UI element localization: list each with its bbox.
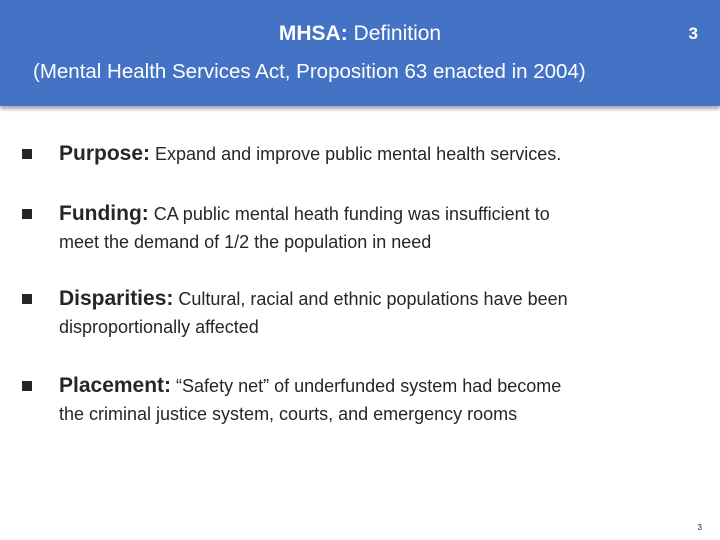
bullet-line	[59, 286, 568, 312]
footer-page-number: 3	[697, 523, 702, 532]
bullet-line	[59, 373, 561, 399]
bullet-continuation: meet the demand of 1/2 the population in need	[59, 232, 432, 252]
bullet-line	[59, 201, 550, 227]
slide-header	[0, 0, 720, 106]
square-bullet-icon	[22, 294, 32, 304]
slide-title	[0, 20, 720, 48]
bullet-continuation: the criminal justice system, courts, and emergency rooms	[59, 404, 518, 424]
bullet-heading: Disparities:	[59, 287, 174, 310]
slide-subtitle: (Mental Health Services Act, Proposition 63 enacted in 2004)	[33, 60, 586, 83]
bullet-line	[59, 141, 561, 167]
bullet-heading: Funding:	[59, 202, 149, 225]
bullet-text: Cultural, racial and ethnic populations have been	[173, 289, 568, 309]
bullet-text: Expand and improve public mental health services.	[150, 144, 562, 164]
bullet-heading: Purpose:	[59, 142, 151, 165]
bullet-continuation: disproportionally affected	[59, 317, 259, 337]
bullet-text: “Safety net” of underfunded system had become	[171, 376, 562, 396]
title-acronym: MHSA:	[278, 22, 348, 45]
bullet-text: CA public mental heath funding was insufficient to	[148, 204, 550, 224]
header-page-number: 3	[688, 24, 698, 43]
bullet-heading: Placement:	[59, 374, 172, 397]
square-bullet-icon	[22, 209, 32, 219]
square-bullet-icon	[22, 381, 32, 391]
title-text: Definition	[347, 22, 442, 45]
square-bullet-icon	[22, 149, 32, 159]
